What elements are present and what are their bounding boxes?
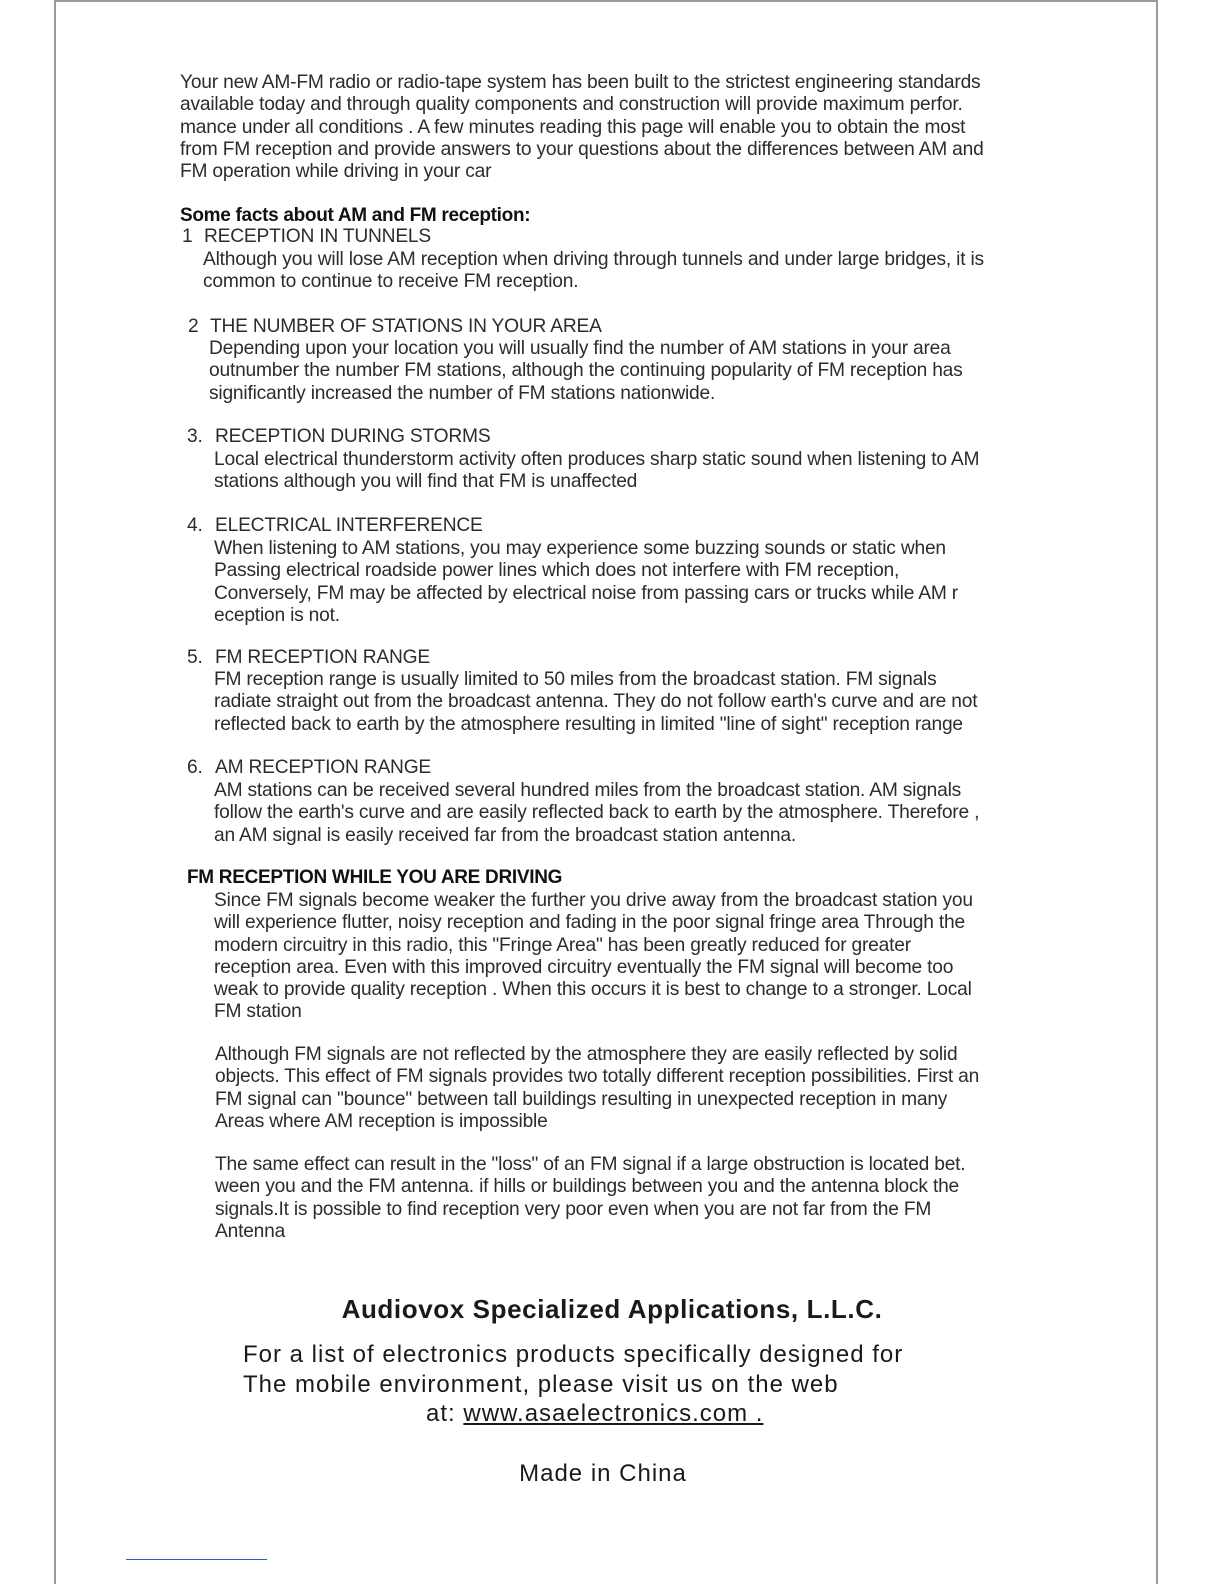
bottom-rule (126, 1559, 267, 1560)
facts-heading: Some facts about AM and FM reception: (180, 205, 531, 226)
item-1-body: Although you will lose AM reception when driving through tunnels and under large bridges, it is common to continue to receive FM reception. (203, 249, 984, 293)
driving-paragraph-2: Although FM signals are not reflected by the atmosphere they are easily reflected by solid objects. This effect of FM signals provides two totally different reception possibilities. First an FM signal can "bounce" between tall buildings resulting in unexpected reception in many Areas where AM reception is impossible (215, 1044, 980, 1132)
intro-paragraph: Your new AM-FM radio or radio-tape system has been built to the strictest engineering standards available today and through quality components and construction will provide maximum perfor. mance under all conditions . A few minutes reading this page will enable you to obtain the most from FM reception and provide answers to your questions about the differences between AM and FM operation while driving in your car (180, 72, 984, 183)
item-3-heading: RECEPTION DURING STORMS (215, 426, 491, 447)
made-in-label: Made in China (519, 1460, 687, 1487)
item-5-title (187, 647, 430, 669)
item-6-number: 6. (187, 757, 203, 778)
item-6-title (187, 757, 431, 779)
item-4-body: When listening to AM stations, you may experience some buzzing sounds or static when Passing electrical roadside power lines which does not interfere with FM reception, Conversely, FM may be affected by electrical noise from passing cars or trucks while AM r eception is not. (214, 538, 958, 626)
website-link[interactable]: www.asaelectronics.com . (463, 1400, 764, 1427)
item-3-number: 3. (187, 426, 203, 447)
company-name: Audiovox Specialized Applications, L.L.C. (341, 1294, 883, 1324)
driving-paragraph-1: Since FM signals become weaker the further you drive away from the broadcast station you will experience flutter, noisy reception and fading in the poor signal fringe area Through the modern circuitry in this radio, this "Fringe Area" has been greatly reduced for greater reception area. Even with this improved circuitry eventually the FM signal will become too weak to provide quality reception . When this occurs it is best to change to a stronger. Local FM station (214, 890, 973, 1023)
driving-heading: FM RECEPTION WHILE YOU ARE DRIVING (187, 867, 563, 888)
footer-line-3 (426, 1399, 763, 1429)
item-3-body: Local electrical thunderstorm activity often produces sharp static sound when listening to AM stations although you will find that FM is unaffected (214, 449, 980, 493)
item-1-number: 1 (182, 226, 193, 247)
item-4-title (187, 515, 483, 537)
footer-line-2: The mobile environment, please visit us on the web (243, 1371, 839, 1398)
footer-line-3-prefix: at: (426, 1400, 464, 1427)
item-6-body: AM stations can be received several hundred miles from the broadcast station. AM signals follow the earth's curve and are easily reflected back to earth by the atmosphere. Therefore , an AM signal is easily received far from the broadcast station antenna. (214, 780, 980, 846)
item-4-number: 4. (187, 515, 203, 536)
footer-line-1: For a list of electronics products specifically designed for (243, 1341, 904, 1368)
driving-paragraph-3: The same effect can result in the "loss" of an FM signal if a large obstruction is located bet. ween you and the FM antenna. if hills or buildings between you and the antenna block the signals.It is possible to find reception very poor even when you are not far from the FM Antenna (215, 1154, 966, 1242)
item-5-body: FM reception range is usually limited to 50 miles from the broadcast station. FM signals radiate straight out from the broadcast antenna. They do not follow earth's curve and are not reflected back to earth by the atmosphere resulting in limited "line of sight" reception range (214, 669, 978, 735)
item-2-heading: THE NUMBER OF STATIONS IN YOUR AREA (210, 316, 602, 337)
item-1-heading: RECEPTION IN TUNNELS (204, 226, 431, 247)
item-5-number: 5. (187, 647, 203, 668)
item-1-title (182, 226, 431, 248)
item-5-heading: FM RECEPTION RANGE (215, 647, 430, 668)
item-4-heading: ELECTRICAL INTERFERENCE (215, 515, 483, 536)
item-2-number: 2 (188, 316, 199, 337)
item-2-title (188, 316, 602, 338)
item-3-title (187, 426, 490, 448)
item-6-heading: AM RECEPTION RANGE (215, 757, 432, 778)
item-2-body: Depending upon your location you will usually find the number of AM stations in your area outnumber the number FM stations, although the continuing popularity of FM reception has significantly increased the number of FM stations nationwide. (209, 338, 963, 404)
